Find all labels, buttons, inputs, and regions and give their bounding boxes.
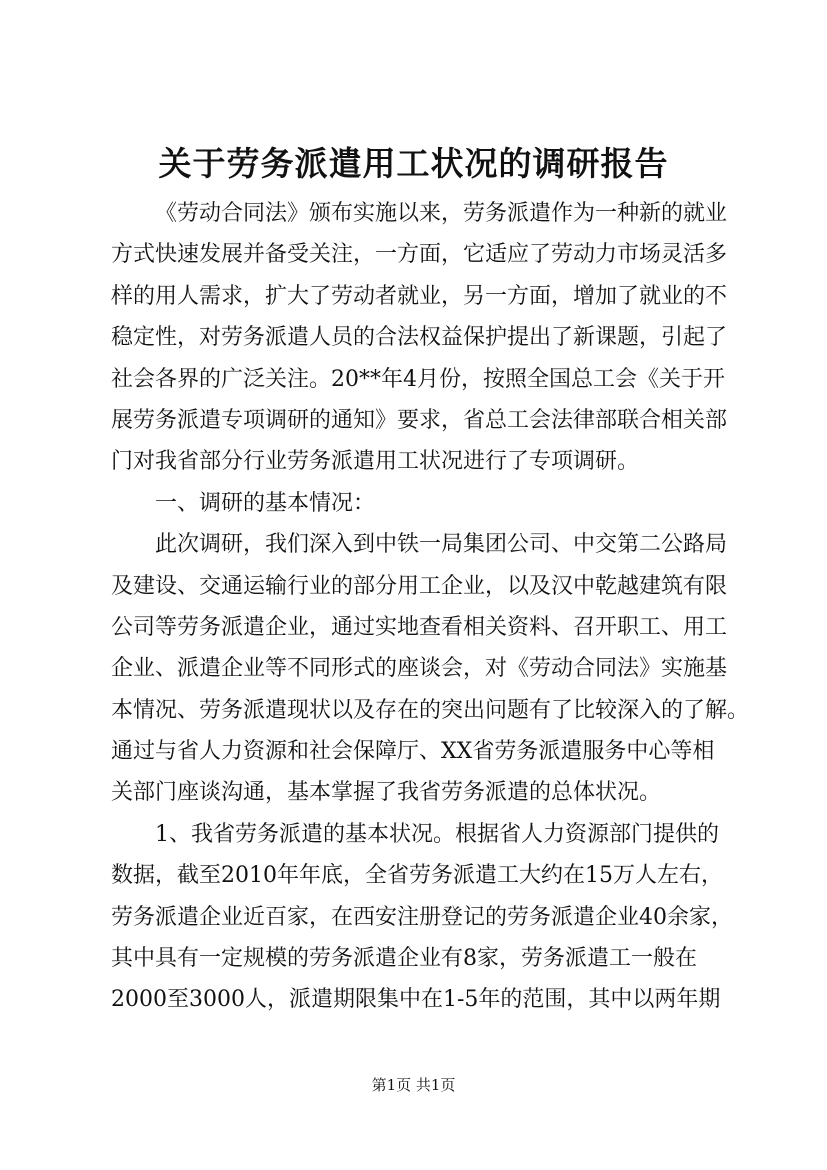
text-line: 1、我省劳务派遣的基本状况。根据省人力资源部门提供的 [155, 821, 719, 847]
text-line: 其中具有一定规模的劳务派遣企业有8家，劳务派遣工一般在 [111, 946, 697, 972]
text-line: 关部门座谈沟通，基本掌握了我省劳务派遣的总体状况。 [111, 780, 662, 806]
paragraph-intro [111, 193, 731, 483]
text-line: 一、调研的基本情况： [155, 490, 376, 516]
document-title: 关于劳务派遣用工状况的调研报告 [158, 144, 669, 183]
text-line: 《劳动合同法》颁布实施以来，劳务派遣作为一种新的就业 [155, 201, 728, 226]
text-line: 稳定性，对劳务派遣人员的合法权益保护提出了新课题，引起了 [111, 325, 728, 351]
text-line: 展劳务派遣专项调研的通知》要求，省总工会法律部联合相关部 [111, 407, 728, 433]
text-line: 公司等劳务派遣企业，通过实地查看相关资料、召开职工、用工 [111, 614, 728, 640]
text-line: 及建设、交通运输行业的部分用工企业，以及汉中乾越建筑有限 [111, 573, 728, 599]
text-line: 劳务派遣企业近百家，在西安注册登记的劳务派遣企业40余家， [111, 904, 733, 930]
text-line: 通过与省人力资源和社会保障厅、XX省劳务派遣服务中心等相 [111, 739, 715, 765]
text-line: 此次调研，我们深入到中铁一局集团公司、中交第二公路局 [155, 532, 728, 558]
text-line: 数据，截至2010年年底，全省劳务派遣工大约在15万人左右， [111, 863, 723, 889]
page-number-footer: 第1页 共1页 [371, 1076, 456, 1094]
text-line: 2000至3000人，派遣期限集中在1-5年的范围，其中以两年期 [111, 987, 721, 1013]
section-heading [111, 483, 731, 524]
paragraph-survey [111, 524, 750, 814]
text-line: 企业、派遣企业等不同形式的座谈会，对《劳动合同法》实施基 [111, 656, 728, 682]
document-body [111, 193, 750, 1021]
text-line: 方式快速发展并备受关注，一方面，它适应了劳动力市场灵活多 [111, 242, 728, 268]
paragraph-status [111, 814, 731, 1021]
text-line: 本情况、劳务派遣现状以及存在的突出问题有了比较深入的了解。 [111, 697, 750, 723]
text-line: 门对我省部分行业劳务派遣用工状况进行了专项调研。 [111, 449, 640, 475]
text-line: 社会各界的广泛关注。20**年4月份，按照全国总工会《关于开 [111, 366, 725, 392]
text-line: 样的用人需求，扩大了劳动者就业，另一方面，增加了就业的不 [111, 283, 728, 309]
